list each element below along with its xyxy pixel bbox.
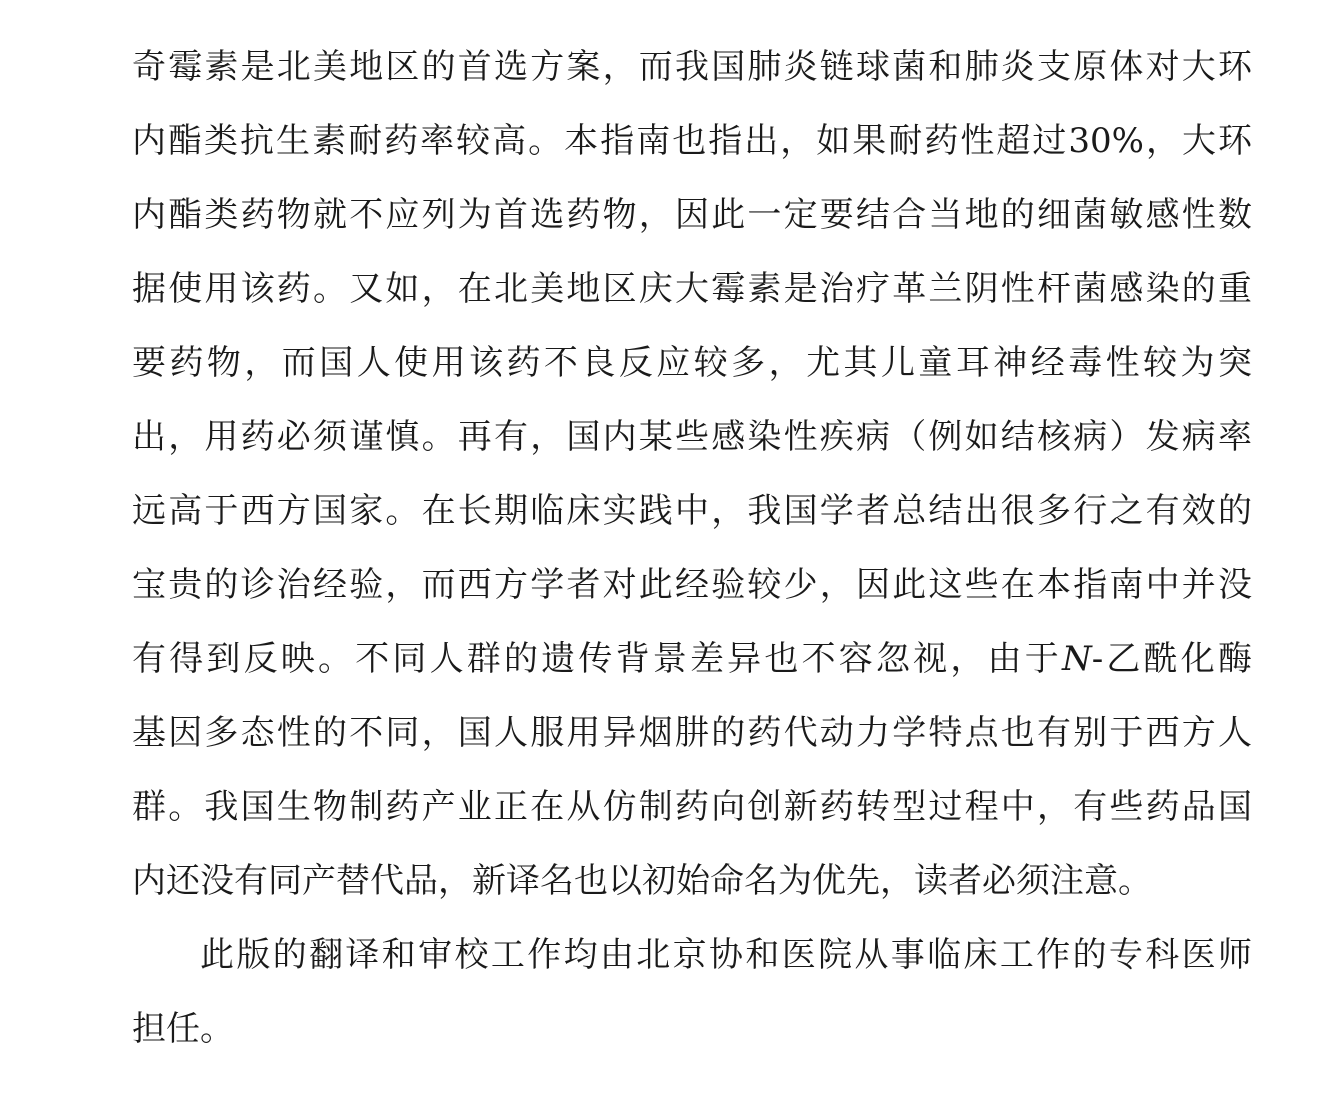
italic-letter: N	[1061, 639, 1092, 679]
text-segment: 有得到反映。不同人群的遗传背景差异也不容忽视，由于	[132, 639, 1062, 679]
paragraph-2	[132, 918, 1252, 1066]
text-line: 奇霉素是北美地区的首选方案，而我国肺炎链球菌和肺炎支原体对大环	[132, 47, 1252, 87]
text-line-with-italic	[132, 622, 1252, 696]
text-line: 群。我国生物制药产业正在从仿制药向创新药转型过程中，有些药品国	[132, 787, 1252, 827]
paragraph-1	[132, 30, 1252, 918]
text-line: 内酯类抗生素耐药率较高。本指南也指出，如果耐药性超过30%，大环	[132, 121, 1252, 161]
text-line: 内酯类药物就不应列为首选药物，因此一定要结合当地的细菌敏感性数	[132, 195, 1252, 235]
text-line: 基因多态性的不同，国人服用异烟肼的药代动力学特点也有别于西方人	[132, 713, 1252, 753]
text-line: 宝贵的诊治经验，而西方学者对此经验较少，因此这些在本指南中并没	[132, 565, 1252, 605]
document-page	[132, 30, 1252, 1066]
text-line: 此版的翻译和审校工作均由北京协和医院从事临床工作的专科医师	[200, 935, 1252, 975]
text-line: 担任。	[132, 1009, 234, 1049]
text-line: 据使用该药。又如，在北美地区庆大霉素是治疗革兰阴性杆菌感染的重	[132, 269, 1252, 309]
text-line: 远高于西方国家。在长期临床实践中，我国学者总结出很多行之有效的	[132, 491, 1252, 531]
text-line: 内还没有同产替代品，新译名也以初始命名为优先，读者必须注意。	[132, 861, 1152, 901]
text-line: 出，用药必须谨慎。再有，国内某些感染性疾病（例如结核病）发病率	[132, 417, 1252, 457]
text-line: 要药物，而国人使用该药不良反应较多，尤其儿童耳神经毒性较为突	[132, 343, 1252, 383]
text-segment: -乙酰化酶	[1091, 639, 1252, 679]
